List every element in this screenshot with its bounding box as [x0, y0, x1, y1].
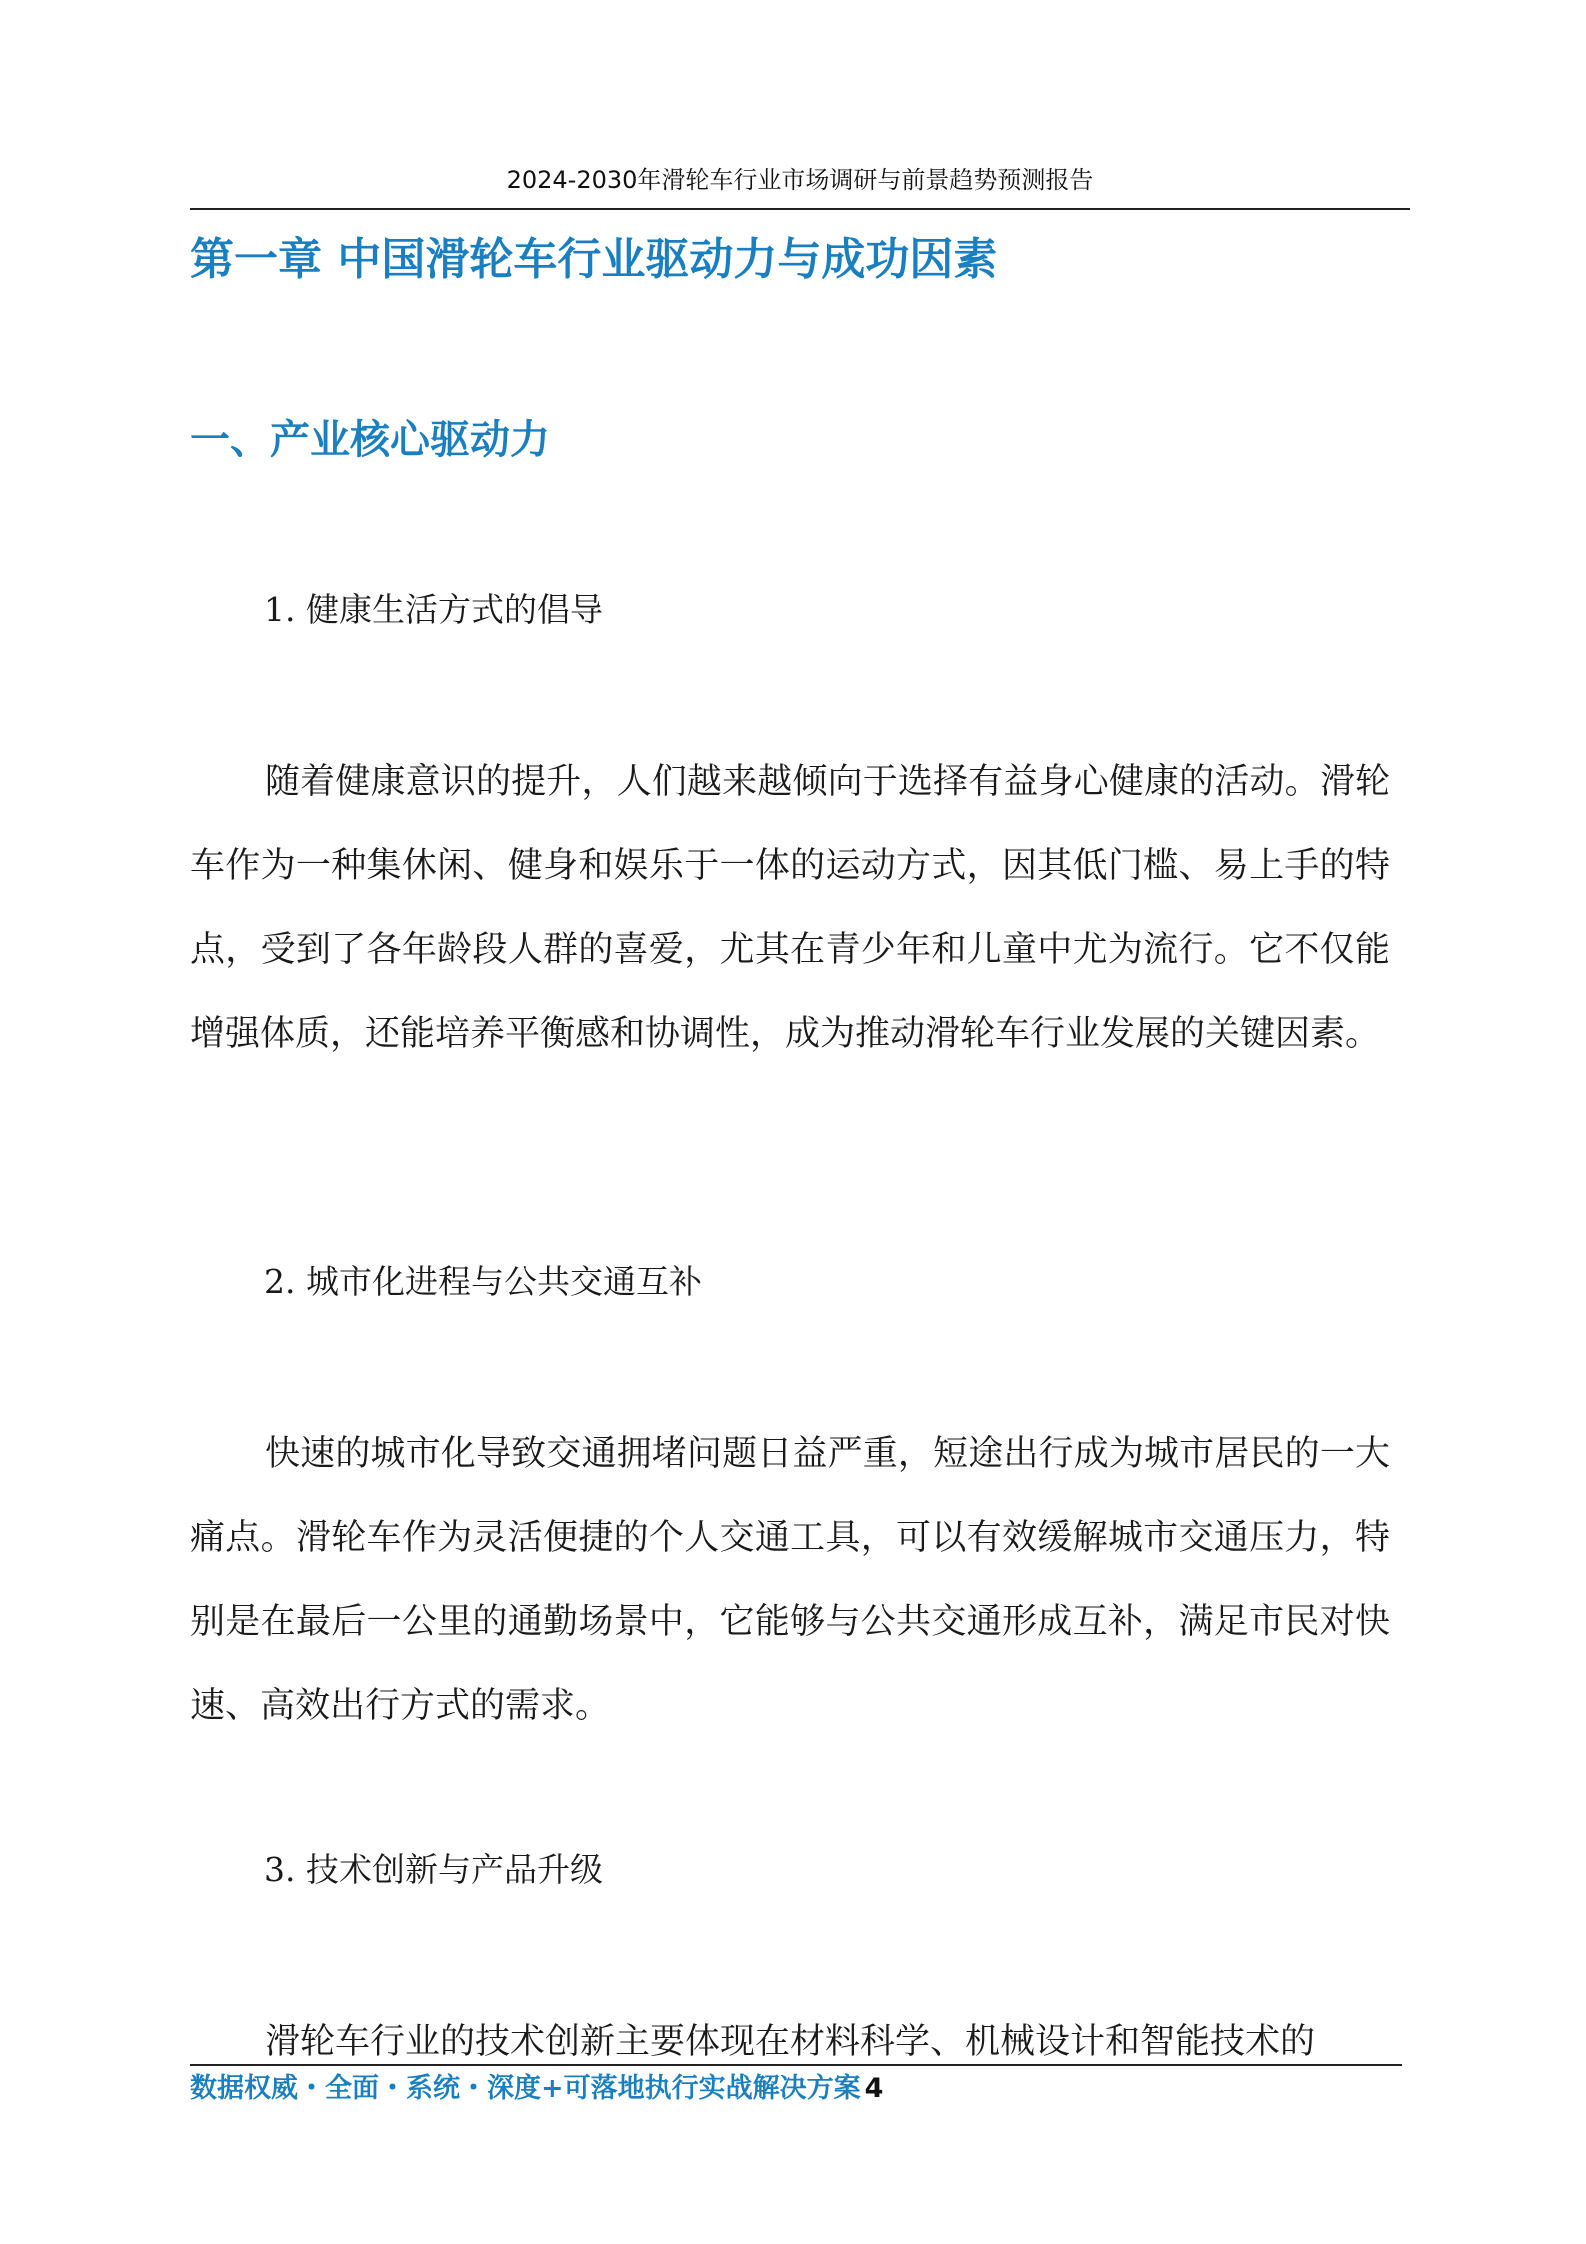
- subsection-heading-2: 2. 城市化进程与公共交通互补: [264, 1262, 702, 1301]
- subsection-heading-1: 1. 健康生活方式的倡导: [264, 590, 603, 629]
- subsection-paragraph-3: 滑轮车行业的技术创新主要体现在材料科学、机械设计和智能技术的: [265, 2022, 1316, 2062]
- subsection-heading-3: 3. 技术创新与产品升级: [264, 1850, 603, 1889]
- subsection-paragraph-1: 随着健康意识的提升，人们越来越倾向于选择有益身心健康的活动。滑轮车作为一种集休闲、健身和娱乐于一体的运动方式，因其低门槛、易上手的特点，受到了各年龄段人群的喜爱，尤其在青少年和儿童中尤为流行。它不仅能增强体质，还能培养平衡感和协调性，成为推动滑轮车行业发展的关键因素。: [190, 762, 1390, 1054]
- section-title: 一、产业核心驱动力: [190, 417, 550, 463]
- page-number: 4: [864, 2073, 884, 2104]
- footer-line: [190, 2069, 883, 2109]
- header-title: 2024-2030年滑轮车行业市场调研与前景趋势预测报告: [506, 166, 1094, 194]
- footer-divider: [190, 2064, 1402, 2066]
- footer-slogan: 数据权威・全面・系统・深度+可落地执行实战解决方案: [190, 2073, 861, 2104]
- subsection-paragraph-2: 快速的城市化导致交通拥堵问题日益严重，短途出行成为城市居民的一大痛点。滑轮车作为灵活便捷的个人交通工具，可以有效缓解城市交通压力，特别是在最后一公里的通勤场景中，它能够与公共交通形成互补，满足市民对快速、高效出行方式的需求。: [190, 1434, 1390, 1726]
- header-divider: [190, 208, 1410, 210]
- chapter-title: 第一章 中国滑轮车行业驱动力与成功因素: [190, 234, 998, 285]
